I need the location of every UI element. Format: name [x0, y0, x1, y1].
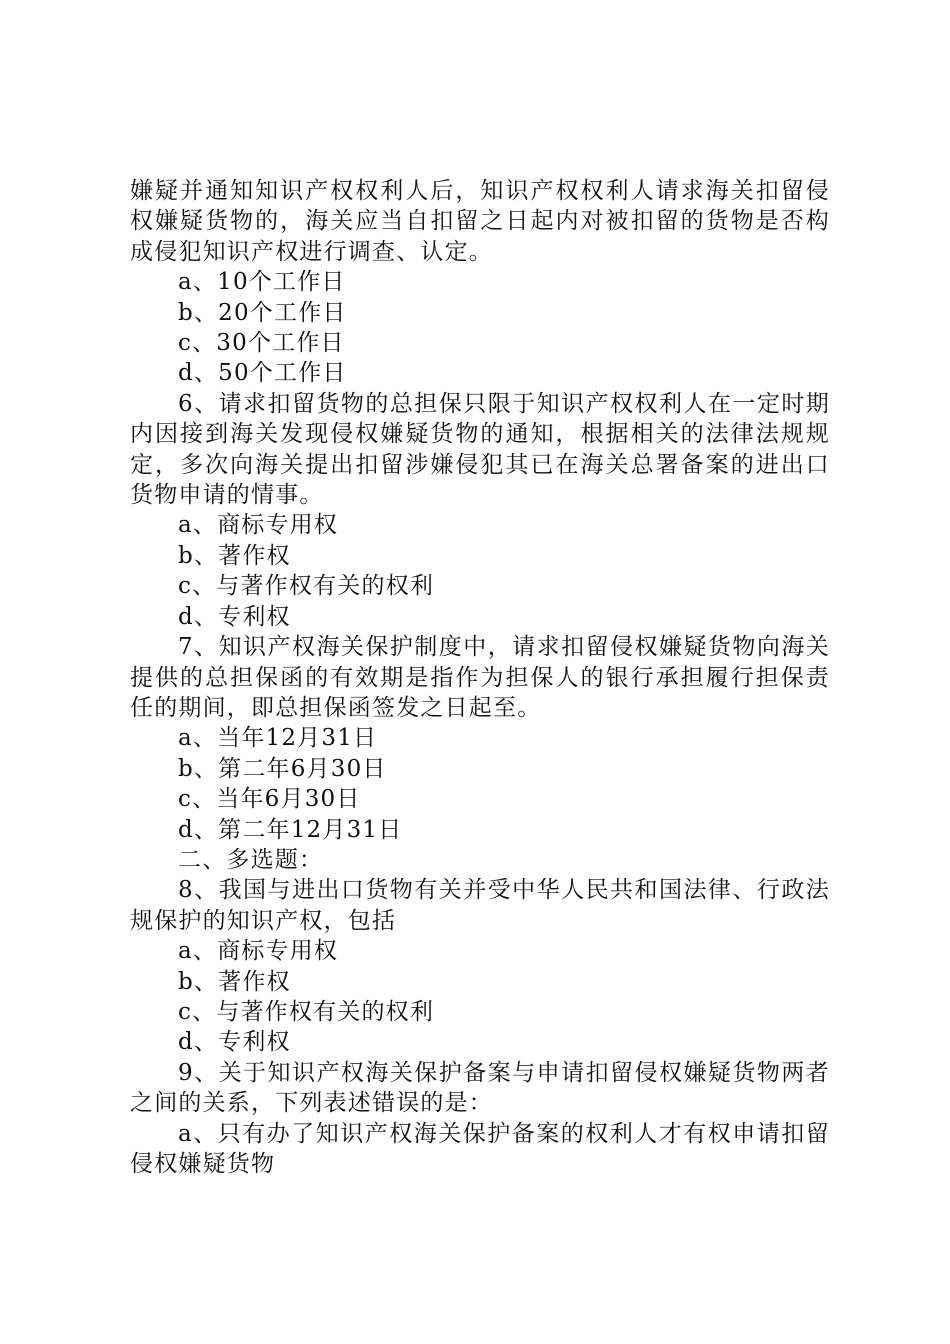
option-item: c、当年6月30日	[178, 786, 361, 813]
option-item: b、20个工作日	[178, 299, 347, 326]
option-item: d、第二年12月31日	[178, 816, 403, 843]
option-item: d、50个工作日	[178, 360, 347, 387]
option-item: c、与著作权有关的权利	[178, 573, 435, 600]
option-item: c、30个工作日	[178, 330, 345, 357]
option-item: a、商标专用权	[178, 938, 339, 965]
option-item: b、著作权	[178, 542, 291, 569]
option-item: d、专利权	[178, 603, 291, 630]
paragraph-continuation: 嫌疑并通知知识产权权利人后，知识产权权利人请求海关扣留侵权嫌疑货物的，海关应当自扣留之日起内对被扣留的货物是否构成侵犯知识产权进行调查、认定。	[130, 178, 830, 265]
option-item: a、商标专用权	[178, 512, 339, 539]
option-item: b、著作权	[178, 968, 291, 995]
document-body	[130, 176, 830, 1179]
section-heading: 二、多选题：	[178, 846, 324, 873]
question-8: 8、我国与进出口货物有关并受中华人民共和国法律、行政法规保护的知识产权，包括	[130, 877, 830, 934]
question-7: 7、知识产权海关保护制度中，请求扣留侵权嫌疑货物向海关提供的总担保函的有效期是指作为担保人的银行承担履行担保责任的期间，即总担保函签发之日起至。	[130, 634, 830, 721]
option-item: a、当年12月31日	[178, 725, 378, 752]
option-item-long: a、只有办了知识产权海关保护备案的权利人才有权申请扣留侵权嫌疑货物	[130, 1120, 830, 1177]
option-item: a、10个工作日	[178, 269, 346, 296]
option-item: b、第二年6月30日	[178, 755, 387, 782]
option-item: c、与著作权有关的权利	[178, 998, 435, 1025]
option-item: d、专利权	[178, 1029, 291, 1056]
question-6: 6、请求扣留货物的总担保只限于知识产权权利人在一定时期内因接到海关发现侵权嫌疑货物的通知，根据相关的法律法规规定，多次向海关提出扣留涉嫌侵犯其已在海关总署备案的进出口货物申请的情事。	[130, 390, 830, 509]
question-9: 9、关于知识产权海关保护备案与申请扣留侵权嫌疑货物两者之间的关系，下列表述错误的是：	[130, 1059, 830, 1117]
